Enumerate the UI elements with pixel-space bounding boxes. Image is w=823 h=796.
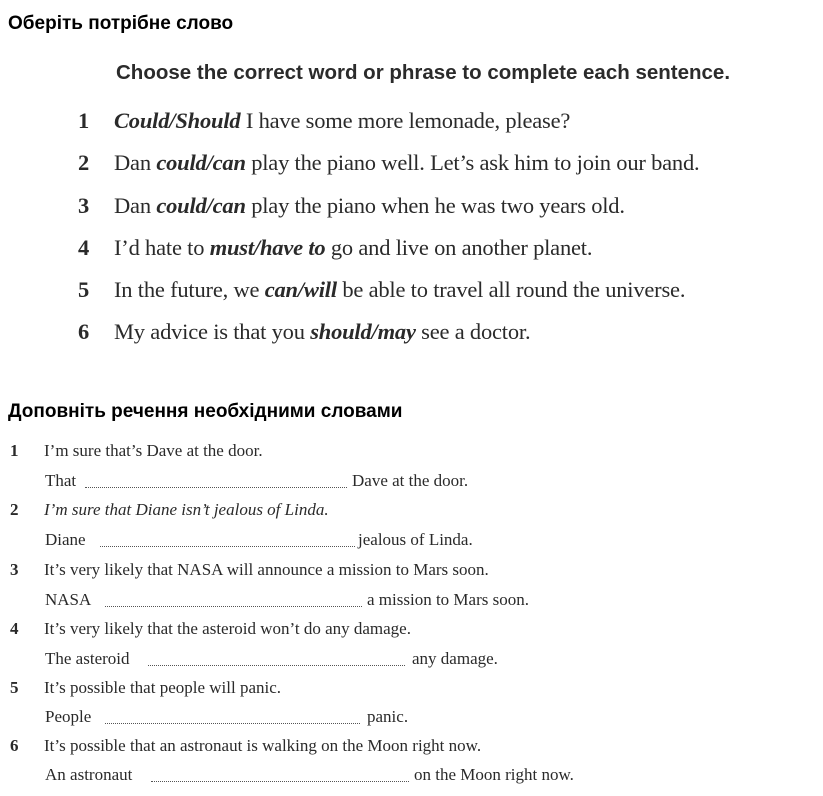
item-options: must/have to [209, 235, 326, 260]
exercise1-item [78, 319, 530, 345]
answer-start: Diane [45, 530, 86, 549]
question-text: It’s possible that people will panic. [44, 678, 282, 697]
answer-blank[interactable] [100, 546, 355, 547]
answer-start: The asteroid [45, 649, 130, 668]
item-number: 4 [10, 619, 19, 638]
item-text-after: play the piano well. Let’s ask him to join our band. [245, 150, 700, 175]
item-text-after: I have some more lemonade, please? [240, 108, 571, 133]
item-number: 2 [10, 500, 19, 519]
section-heading-choose: Оберіть потрібне слово [8, 13, 234, 34]
exercise1-item [78, 235, 592, 261]
answer-end: any damage. [412, 649, 498, 668]
item-text-after: see a doctor. [415, 319, 531, 344]
item-number: 5 [10, 678, 19, 697]
question-text: It’s possible that an astronaut is walking on the Moon right now. [44, 736, 482, 755]
exercise1-item [78, 150, 699, 176]
item-options: could/can [156, 193, 246, 218]
item-number: 4 [78, 235, 90, 260]
answer-end: a mission to Mars soon. [367, 590, 529, 609]
item-number: 1 [10, 441, 19, 460]
item-number: 1 [78, 108, 90, 133]
item-text-after: go and live on another planet. [325, 235, 593, 260]
exercise2-answer [45, 765, 625, 785]
exercise2-question [10, 736, 481, 756]
item-text-before: Dan [114, 193, 157, 218]
item-number: 3 [78, 193, 90, 218]
exercise2-answer [45, 530, 505, 550]
answer-blank[interactable] [85, 487, 347, 488]
item-number: 5 [78, 277, 90, 302]
answer-end: Dave at the door. [352, 471, 469, 490]
exercise2-question [10, 560, 489, 580]
exercise2-question [10, 441, 263, 461]
exercise2-answer [45, 590, 565, 610]
answer-blank[interactable] [105, 723, 360, 724]
item-options: can/will [264, 277, 337, 302]
question-text: I’m sure that’s Dave at the door. [44, 441, 263, 460]
answer-blank[interactable] [148, 665, 405, 666]
exercise2-answer [45, 649, 525, 669]
item-options: could/can [156, 150, 246, 175]
question-text: It’s very likely that NASA will announce a mission to Mars soon. [44, 560, 489, 579]
item-number: 6 [78, 319, 90, 344]
answer-end: panic. [367, 707, 409, 726]
item-number: 2 [78, 150, 90, 175]
answer-start: An astronaut [45, 765, 133, 784]
exercise1-item [78, 277, 685, 303]
item-number: 3 [10, 560, 19, 579]
item-text-before: I’d hate to [114, 235, 210, 260]
item-text-before: Dan [114, 150, 157, 175]
exercise2-question [10, 500, 329, 520]
item-text-before: In the future, we [114, 277, 265, 302]
section-heading-complete: Доповніть речення необхідними словами [8, 401, 403, 422]
answer-blank[interactable] [105, 606, 362, 607]
question-text: I’m sure that Diane isn’t jealous of Linda. [44, 500, 329, 519]
exercise1-instruction: Choose the correct word or phrase to complete each sentence. [116, 61, 731, 84]
question-text: It’s very likely that the asteroid won’t do any damage. [44, 619, 411, 638]
answer-blank[interactable] [151, 781, 409, 782]
exercise2-question [10, 678, 281, 698]
item-options: Could/Should [114, 108, 241, 133]
item-text-after: play the piano when he was two years old. [245, 193, 625, 218]
exercise2-answer [45, 471, 505, 491]
exercise1-item [78, 108, 570, 134]
item-options: should/may [310, 319, 416, 344]
answer-end: on the Moon right now. [414, 765, 574, 784]
exercise2-question [10, 619, 411, 639]
item-text-after: be able to travel all round the universe. [336, 277, 686, 302]
answer-start: That [45, 471, 77, 490]
answer-start: NASA [45, 590, 92, 609]
item-text-before: My advice is that you [114, 319, 311, 344]
answer-start: People [45, 707, 92, 726]
exercise2-answer [45, 707, 445, 727]
item-number: 6 [10, 736, 19, 755]
exercise1-item [78, 193, 625, 219]
answer-end: jealous of Linda. [358, 530, 473, 549]
